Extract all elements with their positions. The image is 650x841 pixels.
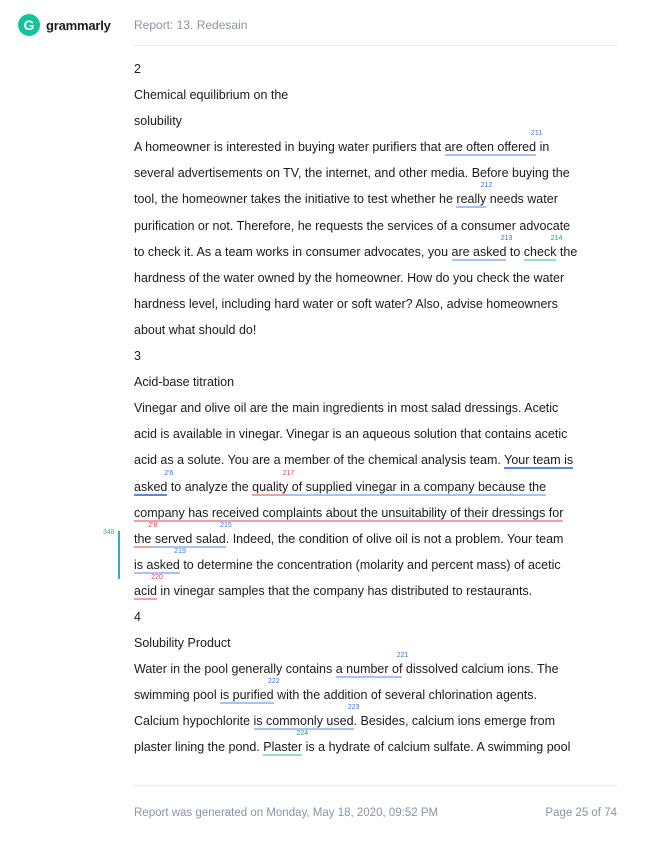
- report-title: Report: 13. Redesain: [134, 18, 248, 32]
- highlight-text: asked: [134, 479, 168, 494]
- text: . Besides, calcium ions emerge from: [353, 714, 556, 729]
- highlight-suggestion[interactable]: [252, 469, 295, 496]
- text-line: [134, 573, 610, 604]
- text-line: [134, 343, 610, 369]
- highlight-suggestion[interactable]: [451, 234, 513, 261]
- text-line: [134, 704, 610, 734]
- highlight-text: Plaster: [263, 740, 303, 755]
- suggestion-number: 219: [174, 547, 186, 555]
- text: to determine the concentration (molarity and percent mass) of acetic: [179, 557, 561, 572]
- side-marker-number: 348: [103, 529, 115, 536]
- suggestion-number: 215: [220, 521, 232, 529]
- text: in vinegar samples that the company has distributed to restaurants.: [156, 583, 533, 598]
- text: . Indeed, the condition of olive oil is not a problem. Your team: [225, 531, 564, 546]
- suggestion-number: 222: [267, 678, 280, 686]
- highlight-suggestion[interactable]: [504, 453, 573, 469]
- suggestion-number: 221: [396, 652, 409, 660]
- section-number: 2: [134, 62, 141, 76]
- text-line: [134, 500, 610, 526]
- highlight-text: acid: [134, 583, 157, 598]
- suggestion-number: 217: [282, 469, 295, 477]
- report-header: [18, 14, 618, 48]
- highlight-text: company has received complaints about the unsuitability of their dressings for: [134, 505, 564, 520]
- logo-wordmark: grammarly: [46, 17, 111, 33]
- suggestion-number: 2'8: [148, 521, 158, 529]
- text-line: [134, 291, 610, 317]
- text: needs water: [486, 192, 558, 207]
- text: to: [506, 244, 524, 259]
- suggestion-number: 214: [550, 234, 563, 242]
- highlight-suggestion[interactable]: [263, 730, 309, 756]
- text: plaster lining the pond.: [134, 740, 264, 755]
- section-title: Acid-base titration: [134, 375, 235, 390]
- highlight-suggestion[interactable]: [288, 480, 546, 496]
- highlight-suggestion[interactable]: [523, 234, 563, 261]
- highlight-suggestion[interactable]: [134, 521, 158, 548]
- text-line: [134, 317, 610, 343]
- text-line: [134, 130, 610, 160]
- highlight-text: are asked: [451, 244, 507, 259]
- text: is a hydrate of calcium sulfate. A swimming pool: [302, 740, 571, 755]
- text: Water in the pool generally contains: [134, 662, 336, 677]
- text: to check it. As a team works in consumer advocates, you: [134, 244, 452, 259]
- text: acid is available in vinegar. Vinegar is an aqueous solution that contains acetic: [134, 427, 568, 442]
- text-line: [134, 469, 610, 500]
- highlight-suggestion[interactable]: [134, 573, 163, 600]
- highlight-text: a number of: [335, 662, 403, 677]
- text-line: [134, 82, 610, 108]
- text-line: [134, 160, 610, 186]
- text-line: [134, 395, 610, 421]
- text-line: [134, 421, 610, 447]
- text-line: [134, 56, 610, 82]
- text-line: [134, 652, 610, 682]
- grammarly-g-icon: G: [18, 14, 40, 36]
- footer-divider: [134, 785, 617, 786]
- header-divider: [134, 45, 617, 46]
- section-title: Chemical equilibrium on the: [134, 88, 289, 103]
- document-body: [134, 56, 610, 761]
- highlight-text: is commonly used: [253, 714, 354, 729]
- section-number: 4: [134, 609, 141, 624]
- text: hardness level, including hard water or soft water? Also, advise homeowners: [134, 296, 558, 311]
- text: purification or not. Therefore, he requests the services of a consumer advocate: [134, 218, 571, 233]
- side-marker-bar: [118, 531, 120, 579]
- highlight-text: the: [134, 531, 152, 546]
- report-generated-text: Report was generated on Monday, May 18, 2020, 09:52 PM: [134, 807, 439, 819]
- text: swimming pool: [134, 688, 221, 703]
- highlight-suggestion[interactable]: [220, 678, 280, 704]
- highlight-text: check: [523, 244, 557, 259]
- highlight-text: is purified: [220, 688, 274, 703]
- text-line: [134, 604, 610, 630]
- section-title: solubility: [134, 114, 182, 129]
- text-line: [134, 182, 610, 212]
- text-line: [134, 234, 610, 265]
- highlight-text: quality: [252, 479, 289, 494]
- grammarly-logo[interactable]: [18, 14, 111, 36]
- text: tool, the homeowner takes the initiative to test whether he: [134, 192, 457, 207]
- suggestion-number: 213: [500, 234, 513, 242]
- text: dissolved calcium ions. The: [402, 662, 559, 677]
- text: Calcium hypochlorite: [134, 714, 254, 729]
- highlight-suggestion[interactable]: [134, 506, 563, 522]
- text: acid as a solute. You are a member of the chemical analysis team.: [134, 453, 505, 468]
- page-indicator: Page 25 of 74: [545, 807, 617, 819]
- text-line: [134, 630, 610, 656]
- section-number: 3: [134, 349, 141, 364]
- suggestion-number: 212: [480, 182, 493, 190]
- text-line: [134, 447, 610, 473]
- text-line: [134, 678, 610, 708]
- text-line: [134, 213, 610, 239]
- suggestion-number: 223: [347, 704, 360, 712]
- highlight-text: of supplied vinegar in a company because the: [288, 479, 547, 494]
- text-line: [134, 547, 610, 578]
- text: about what should do!: [134, 322, 257, 337]
- suggestion-number: 220: [151, 573, 163, 581]
- text: hardness of the water owned by the homeowner. How do you check the water: [134, 270, 565, 285]
- text-line: [134, 730, 610, 760]
- highlight-suggestion[interactable]: [134, 469, 174, 496]
- section-title: Solubility Product: [134, 636, 231, 651]
- text: to analyze the: [167, 479, 253, 494]
- text: the: [556, 244, 578, 259]
- suggestion-number: 2'6: [164, 469, 174, 477]
- text: several advertisements on TV, the internet, and other media. Before buying the: [134, 166, 570, 181]
- highlight-text: served salad: [151, 531, 226, 546]
- text: A homeowner is interested in buying water purifiers that: [134, 140, 445, 155]
- suggestion-number: 224: [296, 730, 309, 738]
- highlight-text: are often offered: [444, 140, 537, 155]
- text: Vinegar and olive oil are the main ingredients in most salad dressings. Acetic: [134, 401, 559, 416]
- highlight-suggestion[interactable]: [134, 547, 186, 574]
- highlight-suggestion[interactable]: [456, 182, 493, 208]
- text: with the addition of several chlorination agents.: [273, 688, 537, 703]
- highlight-text: Your team is: [504, 453, 574, 468]
- highlight-text: really: [456, 192, 487, 207]
- highlight-text: is asked: [134, 557, 180, 572]
- text-line: [134, 265, 610, 291]
- text-line: [134, 521, 610, 552]
- suggestion-number: 211: [530, 130, 543, 138]
- highlight-suggestion[interactable]: [335, 652, 409, 678]
- highlight-suggestion[interactable]: [253, 704, 360, 730]
- text: in: [536, 140, 550, 155]
- text-line: [134, 369, 610, 395]
